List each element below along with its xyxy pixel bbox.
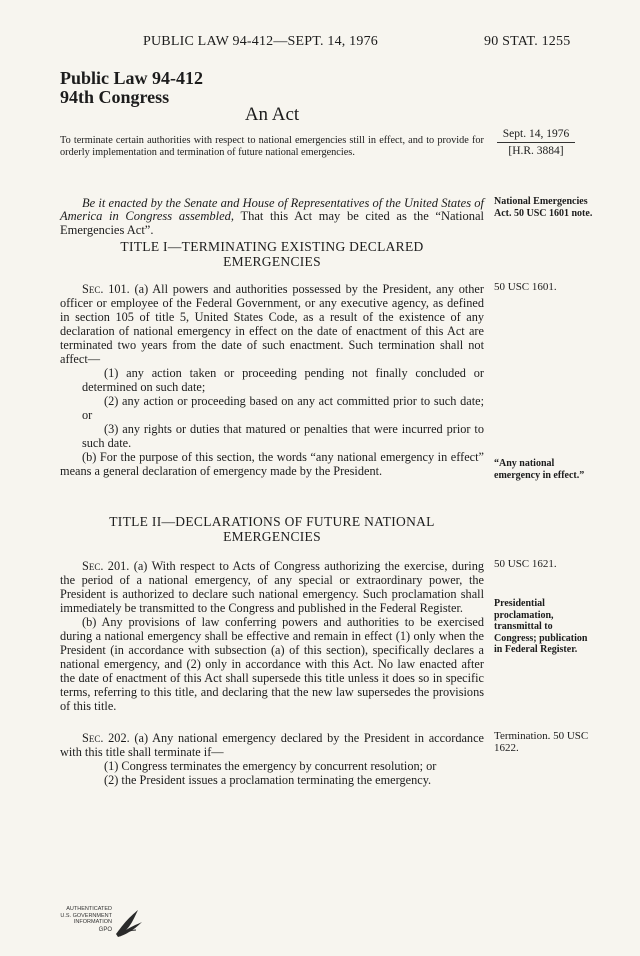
section-101 <box>60 282 484 478</box>
side-date-block <box>497 128 575 158</box>
margin-note-proclamation: Presidential proclamation, transmittal to Congress; publication in Federal Register. <box>494 598 588 655</box>
gpo-line-3: INFORMATION <box>73 919 112 925</box>
bill-number: [H.R. 3884] <box>508 145 564 157</box>
margin-note-termination: Termination. 50 USC 1622. <box>494 730 589 754</box>
enacting-italic: Be it enacted by the Senate and House of Representatives of the United States of America in Congress assembled, <box>60 195 484 223</box>
sec-101-item-3: (3) any rights or duties that matured or penalties that were incurred prior to such date. <box>82 422 484 450</box>
title-2-heading <box>60 514 484 544</box>
sec-101-a-text: (a) All powers and authorities possessed by the President, any other officer or employee of the Federal Government, or any executive agency, as defined in section 105 of title 5, United States Code, as a result of the existence of any declaration of national emergency in effect on the date of enactment of this Act are terminated two years from the date of such enactment. Such termination shall not affect— <box>60 282 484 366</box>
eagle-icon <box>112 906 146 940</box>
purpose-text: To terminate certain authorities with respect to national emergencies still in effect, and to provide for orderly implementation and termination of future national emergencies. <box>60 135 484 158</box>
enactment-date: Sept. 14, 1976 <box>502 128 570 140</box>
sec-202-label: Sec. 202. <box>82 731 130 745</box>
gpo-authentication-seal <box>50 906 150 944</box>
section-202 <box>60 731 484 787</box>
sec-101-a <box>60 282 484 366</box>
gpo-line-2: U.S. GOVERNMENT <box>60 912 112 919</box>
title-1-line1: TITLE I—TERMINATING EXISTING DECLARED <box>120 239 424 254</box>
margin-note-definition: “Any national emergency in effect.” <box>494 458 585 481</box>
section-201 <box>60 559 484 713</box>
gpo-seal-text <box>50 906 112 933</box>
congress-label: 94th Congress <box>60 87 170 107</box>
margin-note-short-title: National Emergencies Act. 50 USC 1601 note. <box>494 196 593 219</box>
running-title: PUBLIC LAW 94-412—SEPT. 14, 1976 <box>143 34 378 49</box>
gpo-mark: GPO <box>98 926 112 933</box>
margin-note-1601: 50 USC 1601. <box>494 281 557 293</box>
sec-201-a <box>60 559 484 615</box>
sec-101-b: (b) For the purpose of this section, the words “any national emergency in effect” means a general declaration of emergency made by the President. <box>60 450 484 478</box>
sec-202-a <box>60 731 484 759</box>
sec-101-item-1: (1) any action taken or proceeding pending not finally concluded or determined on such date; <box>82 366 484 394</box>
gpo-line-1: AUTHENTICATED <box>66 906 112 912</box>
side-divider <box>497 142 575 143</box>
enacting-rest: That this Act may be cited as the “National Emergencies Act”. <box>60 209 484 237</box>
sec-101-item-2: (2) any action or proceeding based on any act committed prior to such date; or <box>82 394 484 422</box>
title-1-heading <box>60 239 484 269</box>
margin-note-1621: 50 USC 1621. <box>494 558 557 570</box>
sec-202-a-text: (a) Any national emergency declared by the President in accordance with this title shall terminate if— <box>60 731 484 759</box>
title-2-line2: EMERGENCIES <box>223 529 321 544</box>
act-label: An Act <box>244 104 300 125</box>
title-2-line1: TITLE II—DECLARATIONS OF FUTURE NATIONAL <box>109 514 435 529</box>
law-number: Public Law 94-412 <box>60 68 204 88</box>
sec-202-item-1: (1) Congress terminates the emergency by concurrent resolution; or <box>104 759 437 773</box>
title-1-line2: EMERGENCIES <box>223 254 321 269</box>
sec-201-a-text: (a) With respect to Acts of Congress authorizing the exercise, during the period of a national emergency, of any special or extraordinary power, the President is authorized to declare such national emergency. Such proclamation shall immediately be transmitted to the Congress and published in the Federal Register. <box>60 559 484 615</box>
sec-101-label: Sec. 101. <box>82 282 130 296</box>
page-stat: 90 STAT. 1255 <box>484 34 571 49</box>
sec-201-label: Sec. 201. <box>82 559 130 573</box>
enacting-clause <box>60 197 484 238</box>
sec-202-item-2: (2) the President issues a proclamation terminating the emergency. <box>104 773 432 787</box>
sec-201-b: (b) Any provisions of law conferring powers and authorities to be exercised during a national emergency shall be effective and remain in effect (1) only when the President (in accordance with subsection (a) of this section), specifically declares a national emergency, and (2) only in accordance with this Act. No law enacted after the date of enactment of this Act shall supersede this title unless it does so in specific terms, referring to this title, and declaring that the new law supersedes the provisions of this title. <box>60 615 484 713</box>
